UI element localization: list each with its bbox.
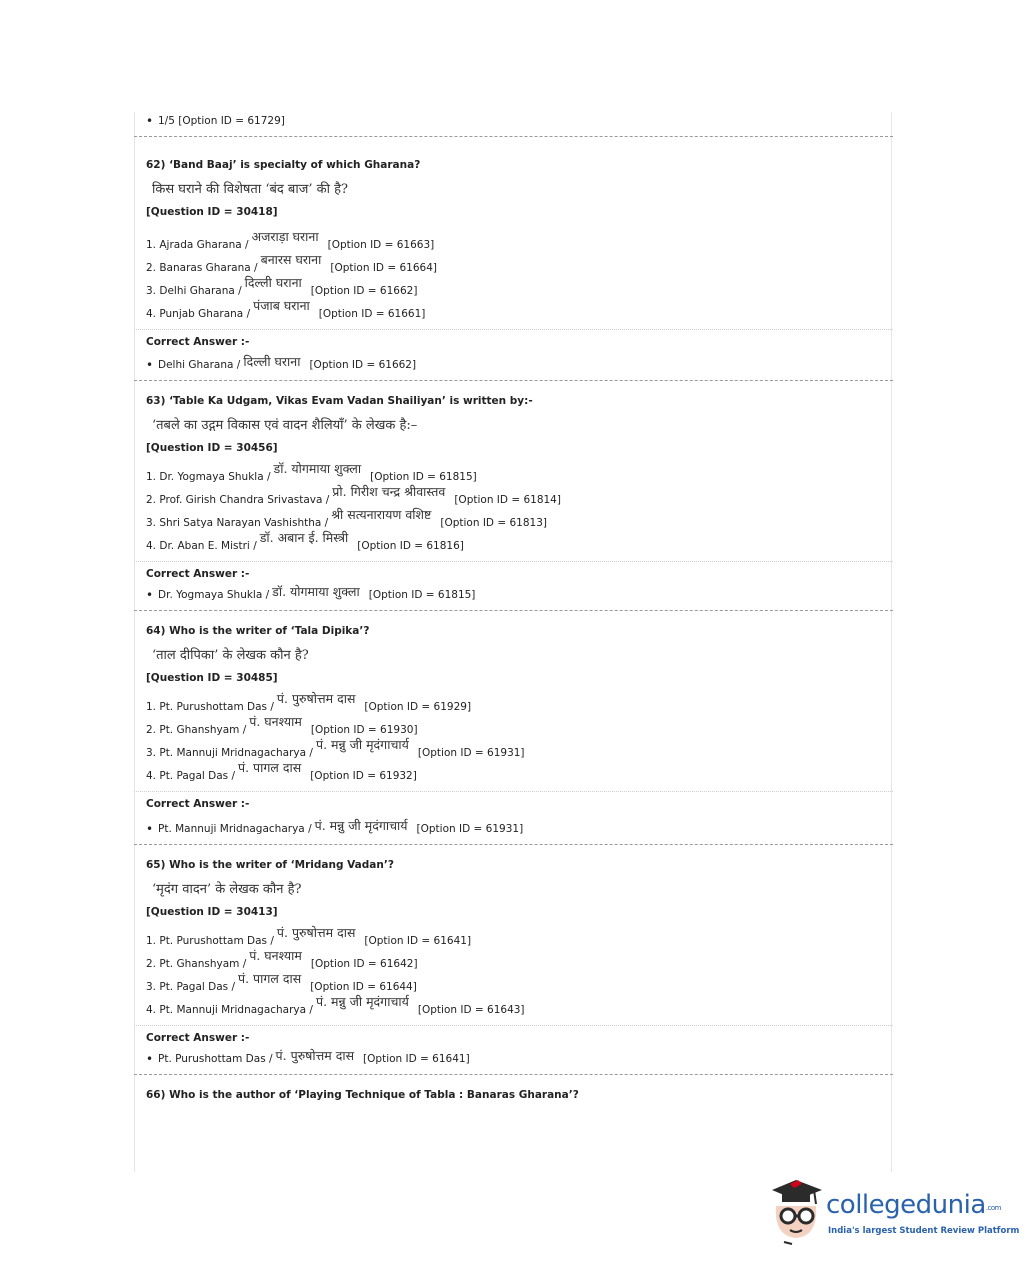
q65-option-4 xyxy=(134,993,893,1016)
option-text: 3. Pt. Mannuji Mridnagacharya / xyxy=(146,747,313,759)
option-id: [Option ID = 61642] xyxy=(310,958,418,970)
option-text: 4. Punjab Gharana / xyxy=(146,308,251,320)
q65-question-id: [Question ID = 30413] xyxy=(146,906,278,918)
option-text: 1. Pt. Purushottam Das / xyxy=(146,935,274,947)
q64-option-3 xyxy=(134,736,893,759)
bullet-icon: • xyxy=(146,588,154,602)
answer-option-id: [Option ID = 61815] xyxy=(368,589,476,601)
option-hindi: पं. पागल दास xyxy=(238,760,302,775)
option-id: [Option ID = 61663] xyxy=(327,239,435,251)
q63-title: 63) ‘Table Ka Udgam, Vikas Evam Vadan Shailiyan’ is written by:- xyxy=(146,395,533,407)
option-text: 1. Pt. Purushottam Das / xyxy=(146,701,274,713)
bullet-icon: • xyxy=(146,1052,154,1066)
option-text: 4. Pt. Mannuji Mridnagacharya / xyxy=(146,1004,313,1016)
q65-option-3 xyxy=(134,970,893,993)
q65-option-2 xyxy=(134,947,893,970)
q64-hindi: ‘ताल दीपिका’ के लेखक कौन है? xyxy=(152,648,309,663)
option-id: [Option ID = 61931] xyxy=(417,747,525,759)
option-text: 3. Shri Satya Narayan Vashishtha / xyxy=(146,517,329,529)
option-id: [Option ID = 61641] xyxy=(364,935,472,947)
bullet-icon: • xyxy=(146,358,154,372)
q62-option-3 xyxy=(134,274,893,297)
option-hindi: अजराड़ा घराना xyxy=(251,229,319,244)
option-id: [Option ID = 61662] xyxy=(310,285,418,297)
option-id: [Option ID = 61932] xyxy=(310,770,417,782)
q63-hindi: ‘तबले का उद्गम विकास एवं वादन शैलियाँ’ के लेखक है:– xyxy=(152,418,418,433)
option-id: [Option ID = 61930] xyxy=(310,724,418,736)
option-hindi: प्रो. गिरीश चन्द्र श्रीवास्तव xyxy=(332,484,446,499)
option-id: [Option ID = 61929] xyxy=(364,701,472,713)
option-text: 2. Pt. Ghanshyam / xyxy=(146,724,247,736)
q65-title: 65) Who is the writer of ‘Mridang Vadan’? xyxy=(146,859,394,871)
option-hindi: पं. पुरुषोत्तम दास xyxy=(276,691,356,706)
option-id: [Option ID = 61815] xyxy=(370,471,477,483)
brand-suffix: .com xyxy=(985,1204,1001,1212)
q64-correct-answer-label: Correct Answer :- xyxy=(146,798,250,810)
q62-answer-row xyxy=(134,348,893,372)
option-hindi: श्री सत्यनारायण वशिष्ट xyxy=(331,507,432,522)
q64-answer-row xyxy=(134,810,893,836)
q62-question-id: [Question ID = 30418] xyxy=(146,206,278,218)
answer-option-id: [Option ID = 61641] xyxy=(363,1053,470,1065)
option-text: 2. Prof. Girish Chandra Srivastava / xyxy=(146,494,330,506)
option-hindi: पं. पुरुषोत्तम दास xyxy=(276,925,356,940)
answer-text: Pt. Mannuji Mridnagacharya / xyxy=(158,823,312,835)
q62-option-2 xyxy=(134,251,893,274)
answer-option-id: [Option ID = 61931] xyxy=(416,823,524,835)
option-text: 1. Dr. Yogmaya Shukla / xyxy=(146,471,271,483)
option-hindi: पं. घनश्याम xyxy=(249,948,302,963)
option-hindi: पं. पागल दास xyxy=(238,971,302,986)
option-text: 4. Dr. Aban E. Mistri / xyxy=(146,540,257,552)
option-text: 2. Banaras Gharana / xyxy=(146,262,258,274)
option-id: [Option ID = 61643] xyxy=(417,1004,525,1016)
q62-title: 62) ‘Band Baaj’ is specialty of which Gharana? xyxy=(146,159,421,171)
answer-hindi: पं. पुरुषोत्तम दास xyxy=(275,1048,355,1063)
q66-title: 66) Who is the author of ‘Playing Technique of Tabla : Banaras Gharana’? xyxy=(146,1089,579,1101)
q64-option-4 xyxy=(134,759,893,782)
option-hindi: डॉ. अबान ई. मिस्त्री xyxy=(259,530,349,545)
q65-option-1 xyxy=(134,924,893,947)
option-id: [Option ID = 61644] xyxy=(310,981,417,993)
q63-option-1 xyxy=(134,460,893,483)
q64-title: 64) Who is the writer of ‘Tala Dipika’? xyxy=(146,625,370,637)
option-text: 3. Delhi Gharana / xyxy=(146,285,242,297)
option-text: 4. Pt. Pagal Das / xyxy=(146,770,235,782)
option-text: 1. Ajrada Gharana / xyxy=(146,239,249,251)
option-hindi: पं. घनश्याम xyxy=(249,714,302,729)
option-id: [Option ID = 61814] xyxy=(454,494,561,506)
answer-hindi: दिल्ली घराना xyxy=(243,354,301,369)
answer-text: Dr. Yogmaya Shukla / xyxy=(158,589,270,601)
q62-option-1 xyxy=(134,228,893,251)
q63-option-2 xyxy=(134,483,893,506)
q63-correct-answer-label: Correct Answer :- xyxy=(146,568,250,580)
option-id: [Option ID = 61813] xyxy=(440,517,547,529)
answer-hindi: डॉ. योगमाया शुक्ला xyxy=(272,584,360,599)
brand-name xyxy=(826,1190,1001,1220)
option-id: [Option ID = 61661] xyxy=(318,308,426,320)
q62-hindi: किस घराने की विशेषता ‘बंद बाज’ की है? xyxy=(152,182,348,197)
brand-name-text: collegedunia xyxy=(826,1190,986,1220)
prev-answer-row xyxy=(134,108,893,128)
q64-option-1 xyxy=(134,690,893,713)
q63-question-id: [Question ID = 30456] xyxy=(146,442,278,454)
q63-option-4 xyxy=(134,529,893,552)
answer-option-id: [Option ID = 61662] xyxy=(309,359,417,371)
q62-correct-answer-label: Correct Answer :- xyxy=(146,336,250,348)
option-id: [Option ID = 61664] xyxy=(330,262,437,274)
option-hindi: बनारस घराना xyxy=(260,252,322,267)
option-hindi: पं. मन्नु जी मृदंगाचार्य xyxy=(315,994,409,1009)
option-hindi: डॉ. योगमाया शुक्ला xyxy=(273,461,362,476)
q63-option-3 xyxy=(134,506,893,529)
question-paper xyxy=(134,108,893,1101)
brand-tagline: India's largest Student Review Platform xyxy=(828,1226,1020,1236)
q65-answer-row xyxy=(134,1044,893,1066)
q63-answer-row xyxy=(134,580,893,602)
option-text: 2. Pt. Ghanshyam / xyxy=(146,958,247,970)
answer-hindi: पं. मन्नु जी मृदंगाचार्य xyxy=(314,818,408,833)
option-hindi: दिल्ली घराना xyxy=(244,275,302,290)
option-hindi: पं. मन्नु जी मृदंगाचार्य xyxy=(315,737,409,752)
answer-text: Pt. Purushottam Das / xyxy=(158,1053,273,1065)
option-text: 3. Pt. Pagal Das / xyxy=(146,981,235,993)
prev-option-text: 1/5 [Option ID = 61729] xyxy=(158,115,285,127)
q62-option-4 xyxy=(134,297,893,320)
option-hindi: पंजाब घराना xyxy=(253,298,310,313)
q64-question-id: [Question ID = 30485] xyxy=(146,672,278,684)
option-id: [Option ID = 61816] xyxy=(357,540,464,552)
bullet-icon: • xyxy=(146,822,154,836)
q65-hindi: ‘मृदंग वादन’ के लेखक कौन है? xyxy=(152,882,302,897)
answer-text: Delhi Gharana / xyxy=(158,359,241,371)
bullet-icon: • xyxy=(146,114,154,128)
q65-correct-answer-label: Correct Answer :- xyxy=(146,1032,250,1044)
q64-option-2 xyxy=(134,713,893,736)
